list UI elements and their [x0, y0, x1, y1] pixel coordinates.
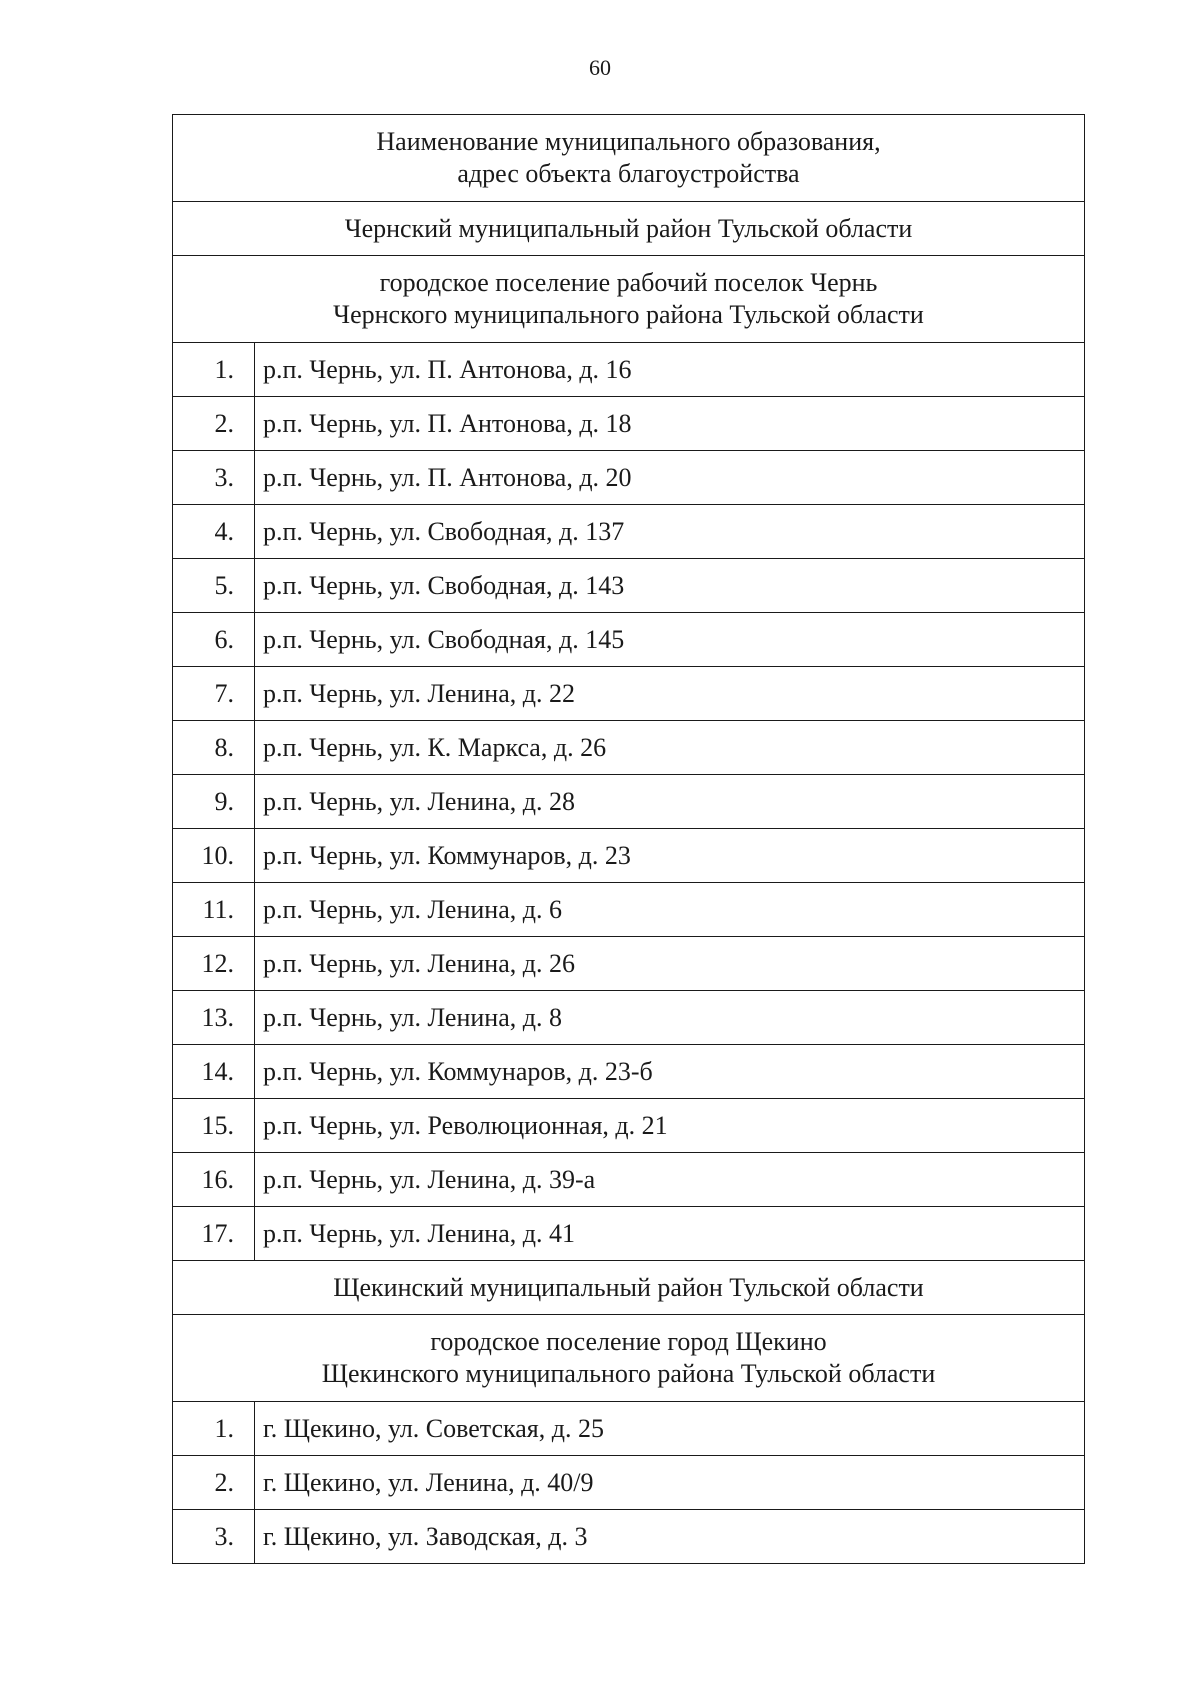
- row-address: р.п. Чернь, ул. П. Антонова, д. 20: [255, 451, 1085, 505]
- table-row: [173, 937, 1085, 991]
- row-number: 9.: [173, 775, 255, 829]
- row-address: р.п. Чернь, ул. Революционная, д. 21: [255, 1099, 1085, 1153]
- table-row: [173, 613, 1085, 667]
- row-address: г. Щекино, ул. Советская, д. 25: [255, 1402, 1085, 1456]
- page-number: 60: [589, 55, 611, 80]
- table-row: [173, 1402, 1085, 1456]
- row-number: 5.: [173, 559, 255, 613]
- row-number: 7.: [173, 667, 255, 721]
- row-number: 10.: [173, 829, 255, 883]
- table-row: [173, 883, 1085, 937]
- row-address: р.п. Чернь, ул. Ленина, д. 6: [255, 883, 1085, 937]
- row-address: р.п. Чернь, ул. Свободная, д. 137: [255, 505, 1085, 559]
- table-header-line-1: Наименование муниципального образования,: [376, 127, 881, 156]
- row-number: 12.: [173, 937, 255, 991]
- row-address: р.п. Чернь, ул. Ленина, д. 28: [255, 775, 1085, 829]
- table-header-cell: [173, 115, 1085, 202]
- row-number: 2.: [173, 1456, 255, 1510]
- settlement-line-1: городское поселение город Щекино: [430, 1327, 827, 1356]
- table-row: [173, 505, 1085, 559]
- settlement-title: [173, 256, 1085, 343]
- row-address: р.п. Чернь, ул. П. Антонова, д. 18: [255, 397, 1085, 451]
- row-address: р.п. Чернь, ул. Свободная, д. 143: [255, 559, 1085, 613]
- objects-table: [172, 114, 1085, 1564]
- table-row: [173, 667, 1085, 721]
- table-row: [173, 1099, 1085, 1153]
- table-row: [173, 829, 1085, 883]
- row-address: р.п. Чернь, ул. Ленина, д. 41: [255, 1207, 1085, 1261]
- table-row: [173, 1153, 1085, 1207]
- settlement-line-1: городское поселение рабочий поселок Чернь: [379, 268, 878, 297]
- row-address: р.п. Чернь, ул. Коммунаров, д. 23: [255, 829, 1085, 883]
- row-address: р.п. Чернь, ул. Ленина, д. 22: [255, 667, 1085, 721]
- row-number: 13.: [173, 991, 255, 1045]
- table-row: [173, 1045, 1085, 1099]
- table-row: [173, 991, 1085, 1045]
- district-title: Щекинский муниципальный район Тульской области: [173, 1261, 1085, 1315]
- settlement-line-2: Щекинского муниципального района Тульской области: [321, 1359, 936, 1388]
- row-address: р.п. Чернь, ул. Свободная, д. 145: [255, 613, 1085, 667]
- row-number: 1.: [173, 1402, 255, 1456]
- district-title: Чернский муниципальный район Тульской области: [173, 202, 1085, 256]
- row-number: 1.: [173, 343, 255, 397]
- row-number: 2.: [173, 397, 255, 451]
- row-number: 3.: [173, 451, 255, 505]
- settlement-row: [173, 256, 1085, 343]
- row-address: р.п. Чернь, ул. Ленина, д. 39-а: [255, 1153, 1085, 1207]
- table-row: [173, 1510, 1085, 1564]
- row-address: р.п. Чернь, ул. Ленина, д. 8: [255, 991, 1085, 1045]
- row-number: 6.: [173, 613, 255, 667]
- row-number: 4.: [173, 505, 255, 559]
- district-row: [173, 202, 1085, 256]
- row-address: р.п. Чернь, ул. К. Маркса, д. 26: [255, 721, 1085, 775]
- row-address: г. Щекино, ул. Ленина, д. 40/9: [255, 1456, 1085, 1510]
- row-address: г. Щекино, ул. Заводская, д. 3: [255, 1510, 1085, 1564]
- row-number: 11.: [173, 883, 255, 937]
- settlement-line-2: Чернского муниципального района Тульской области: [333, 300, 924, 329]
- row-address: р.п. Чернь, ул. Ленина, д. 26: [255, 937, 1085, 991]
- table-header-row: [173, 115, 1085, 202]
- table-row: [173, 721, 1085, 775]
- table-row: [173, 397, 1085, 451]
- row-number: 17.: [173, 1207, 255, 1261]
- row-number: 15.: [173, 1099, 255, 1153]
- table-row: [173, 343, 1085, 397]
- table-row: [173, 1456, 1085, 1510]
- district-row: [173, 1261, 1085, 1315]
- table-row: [173, 559, 1085, 613]
- settlement-row: [173, 1315, 1085, 1402]
- row-address: р.п. Чернь, ул. Коммунаров, д. 23-б: [255, 1045, 1085, 1099]
- objects-table-body: [173, 115, 1085, 1564]
- row-number: 8.: [173, 721, 255, 775]
- table-row: [173, 775, 1085, 829]
- settlement-title: [173, 1315, 1085, 1402]
- row-number: 3.: [173, 1510, 255, 1564]
- table-row: [173, 1207, 1085, 1261]
- row-address: р.п. Чернь, ул. П. Антонова, д. 16: [255, 343, 1085, 397]
- row-number: 14.: [173, 1045, 255, 1099]
- table-row: [173, 451, 1085, 505]
- table-header-line-2: адрес объекта благоустройства: [457, 159, 800, 188]
- row-number: 16.: [173, 1153, 255, 1207]
